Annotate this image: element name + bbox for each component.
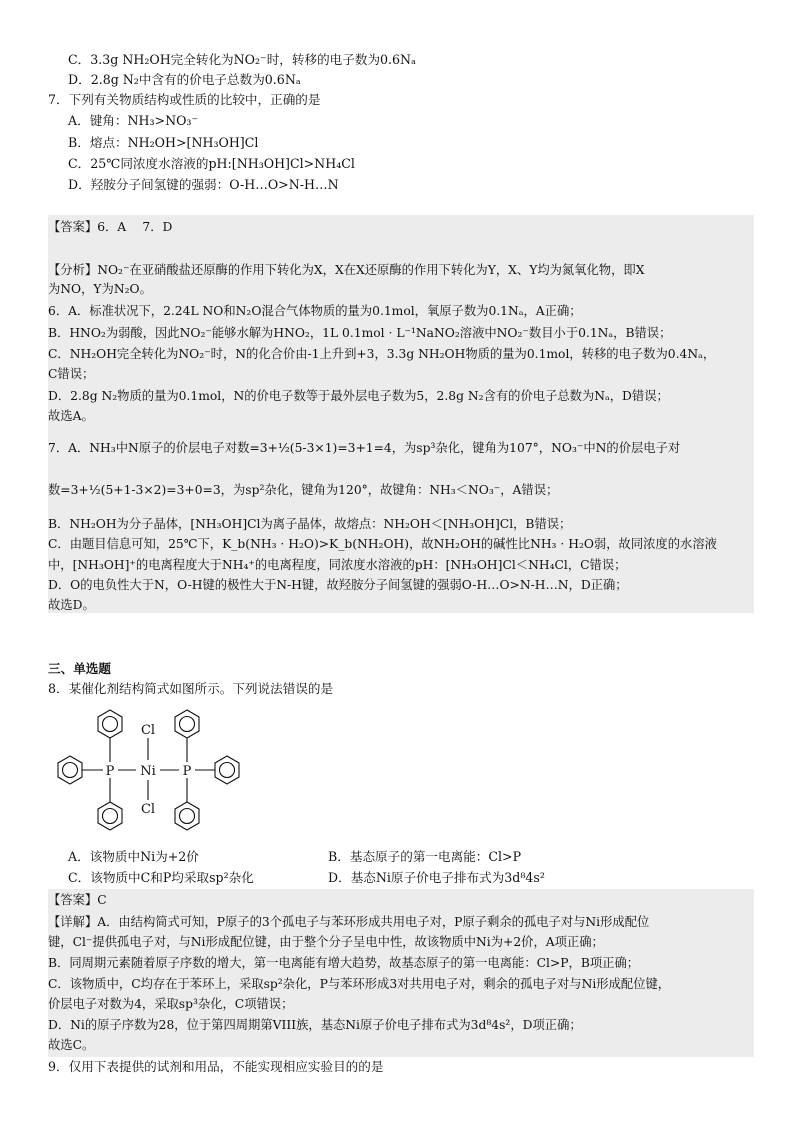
q8-option-b: B．基态原子的第一电离能：Cl>P: [328, 849, 522, 864]
analysis-line: D．2.8g N₂物质的量为0.1mol，N的价电子数等于最外层电子数为5，2.8g N₂含有的价电子总数为Nₐ，D错误；: [48, 389, 669, 403]
analysis-line: D．O的电负性大于N，O-H键的极性大于N-H键，故羟胺分子间氢键的强弱O-H…O>N-H…N，D正确；: [48, 578, 628, 592]
answer-8: 【答案】C: [48, 893, 107, 907]
analysis-line: 6．A．标准状况下，2.24L NO和N₂O混合气体物质的量为0.1mol，氧原子数为0.1Nₐ，A正确；: [48, 304, 582, 318]
analysis-line: 故选D。: [48, 598, 95, 612]
section-heading: 三、单选题: [48, 661, 111, 676]
phenyl-ring: [175, 710, 199, 738]
analysis-line: B．NH₂OH为分子晶体，[NH₃OH]Cl为离子晶体，故熔点：NH₂OH＜[NH₃OH]Cl，B错误；: [48, 517, 572, 531]
phosphorus-right-label: P: [182, 764, 192, 779]
q8-stem: 8．某催化剂结构简式如图所示。下列说法错误的是: [48, 681, 334, 696]
analysis-line: C错误；: [48, 367, 95, 381]
q7-option-b: B．熔点：NH₂OH>[NH₃OH]Cl: [68, 135, 259, 150]
phenyl-ring: [58, 756, 82, 784]
explanation-line: D．Ni的原子序数为28，位于第四周期第VIII族，基态Ni原子价电子排布式为3d⁸4s²，D项正确；: [48, 1018, 582, 1032]
explanation-line: 键，Cl⁻提供孤电子对，与Ni形成配位键，由于整个分子呈电中性，故该物质中Ni为+2价，A项正确；: [48, 935, 604, 949]
answer-6-7: 【答案】6．A 7．D: [48, 220, 173, 234]
q7-stem: 7．下列有关物质结构或性质的比较中，正确的是: [48, 92, 321, 107]
q6-option-d: D．2.8g N₂中含有的价电子总数为0.6Nₐ: [68, 72, 301, 87]
analysis-line: 数=3+½(5+1-3×2)=3+0=3，为sp²杂化，键角为120°，故键角：NH₃＜NO₃⁻，A错误；: [48, 483, 559, 497]
q7-option-a: A．键角：NH₃>NO₃⁻: [68, 113, 199, 128]
q9-stem: 9．仅用下表提供的试剂和用品，不能实现相应实验目的的是: [48, 1059, 384, 1074]
q8-option-c: C．该物质中C和P均采取sp²杂化: [68, 870, 254, 885]
explanation-line: 【详解】A．由结构简式可知，P原子的3个孤电子与苯环形成共用电子对，P原子剩余的孤电子对与Ni形成配位: [48, 915, 650, 929]
phenyl-ring: [98, 710, 122, 738]
q8-option-d: D．基态Ni原子价电子排布式为3d⁸4s²: [328, 870, 545, 885]
analysis-line: 为NO，Y为N₂O。: [48, 282, 152, 296]
analysis-line: 故选A。: [48, 409, 94, 423]
analysis-line: 7．A．NH₃中N原子的价层电子对数=3+½(5-3×1)=3+1=4，为sp³杂化，键角为107°，NO₃⁻中N的价层电子对: [48, 441, 681, 455]
phenyl-ring: [175, 802, 199, 830]
explanation-line: B．同周期元素随着原子序数的增大，第一电离能有增大趋势，故基态原子的第一电离能：Cl>P，B项正确；: [48, 956, 640, 970]
chlorine-top-label: Cl: [140, 723, 156, 738]
q8-option-a: A．该物质中Ni为+2价: [68, 849, 199, 864]
q6-option-c: C．3.3g NH₂OH完全转化为NO₂⁻时，转移的电子数为0.6Nₐ: [68, 52, 416, 67]
catalyst-structure-diagram: [40, 700, 260, 846]
q7-option-c: C．25℃同浓度水溶液的pH:[NH₃OH]Cl>NH₄Cl: [68, 156, 355, 171]
phenyl-ring: [215, 756, 239, 784]
explanation-line: 价层电子对数为4，采取sp³杂化，C项错误；: [48, 997, 294, 1011]
phenyl-ring: [98, 802, 122, 830]
analysis-line: C．NH₂OH完全转化为NO₂⁻时，N的化合价由-1上升到+3，3.3g NH₂OH物质的量为0.1mol，转移的电子数为0.4Nₐ，: [48, 347, 716, 361]
explanation-line: C．该物质中，C均存在于苯环上，采取sp²杂化，P与苯环形成3对共用电子对，剩余的孤电子对与Ni形成配位键，: [48, 977, 671, 991]
analysis-line: B．HNO₂为弱酸，因此NO₂⁻能够水解为HNO₂，1L 0.1mol · L⁻¹NaNO₂溶液中NO₂⁻数目小于0.1Nₐ，B错误；: [48, 326, 672, 340]
q7-option-d: D．羟胺分子间氢键的强弱：O-H…O>N-H…N: [68, 177, 339, 192]
analysis-line: 中，[NH₃OH]⁺的电离程度大于NH₄⁺的电离程度，同浓度水溶液的pH：[NH₃OH]Cl＜NH₄Cl，C错误；: [48, 558, 627, 572]
phosphorus-left-label: P: [105, 764, 115, 779]
chlorine-bottom-label: Cl: [140, 802, 156, 817]
nickel-label: Ni: [140, 764, 156, 779]
analysis-line: C．由题目信息可知，25℃下，K_b(NH₃ · H₂O)>K_b(NH₂OH)，故NH₂OH的碱性比NH₃ · H₂O弱，故同浓度的水溶液: [48, 537, 717, 551]
explanation-line: 故选C。: [48, 1038, 95, 1052]
analysis-line: 【分析】NO₂⁻在亚硝酸盐还原酶的作用下转化为X，X在X还原酶的作用下转化为Y，X、Y均为氮氧化物，即X: [48, 263, 645, 277]
